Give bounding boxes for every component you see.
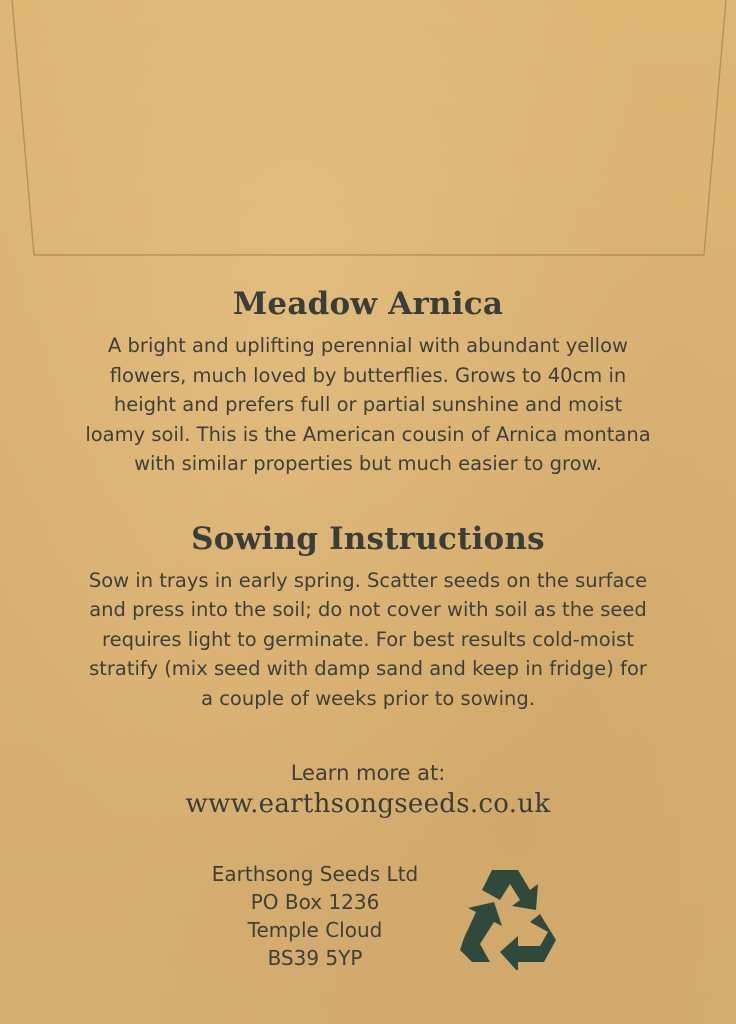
description-line: with similar properties but much easier to grow. — [134, 452, 602, 476]
sowing-line: stratify (mix seed with damp sand and keep in fridge) for — [89, 657, 647, 681]
product-description — [23, 331, 713, 479]
sowing-line: Sow in trays in early spring. Scatter seeds on the surface — [88, 568, 648, 592]
packet-footer — [0, 860, 736, 980]
website-url: www.earthsongseeds.co.uk — [185, 789, 551, 820]
address-line: PO Box 1236 — [250, 890, 380, 914]
description-line: height and prefers full or partial sunshine and moist — [113, 393, 623, 417]
envelope-flap-outline — [0, 0, 736, 260]
description-line: loamy soil. This is the American cousin of Arnica montana — [85, 422, 651, 446]
address-line: Earthsong Seeds Ltd — [211, 862, 419, 886]
description-line: A bright and uplifting perennial with abundant yellow — [108, 334, 628, 358]
company-address — [190, 860, 440, 972]
product-title: Meadow Arnica — [232, 286, 504, 322]
description-line: flowers, much loved by butterflies. Grows to 40cm in — [109, 363, 627, 387]
address-line: Temple Cloud — [247, 918, 383, 942]
learn-more-label: Learn more at: — [290, 761, 446, 786]
packet-content — [0, 280, 736, 819]
sowing-line: a couple of weeks prior to sowing. — [201, 686, 535, 710]
recycle-icon — [456, 866, 564, 970]
address-line: BS39 5YP — [267, 946, 363, 970]
sowing-line: requires light to germinate. For best results cold-moist — [102, 627, 634, 651]
sowing-instructions — [23, 566, 713, 714]
sowing-line: and press into the soil; do not cover with soil as the seed — [89, 598, 647, 622]
sowing-title: Sowing Instructions — [191, 520, 545, 557]
